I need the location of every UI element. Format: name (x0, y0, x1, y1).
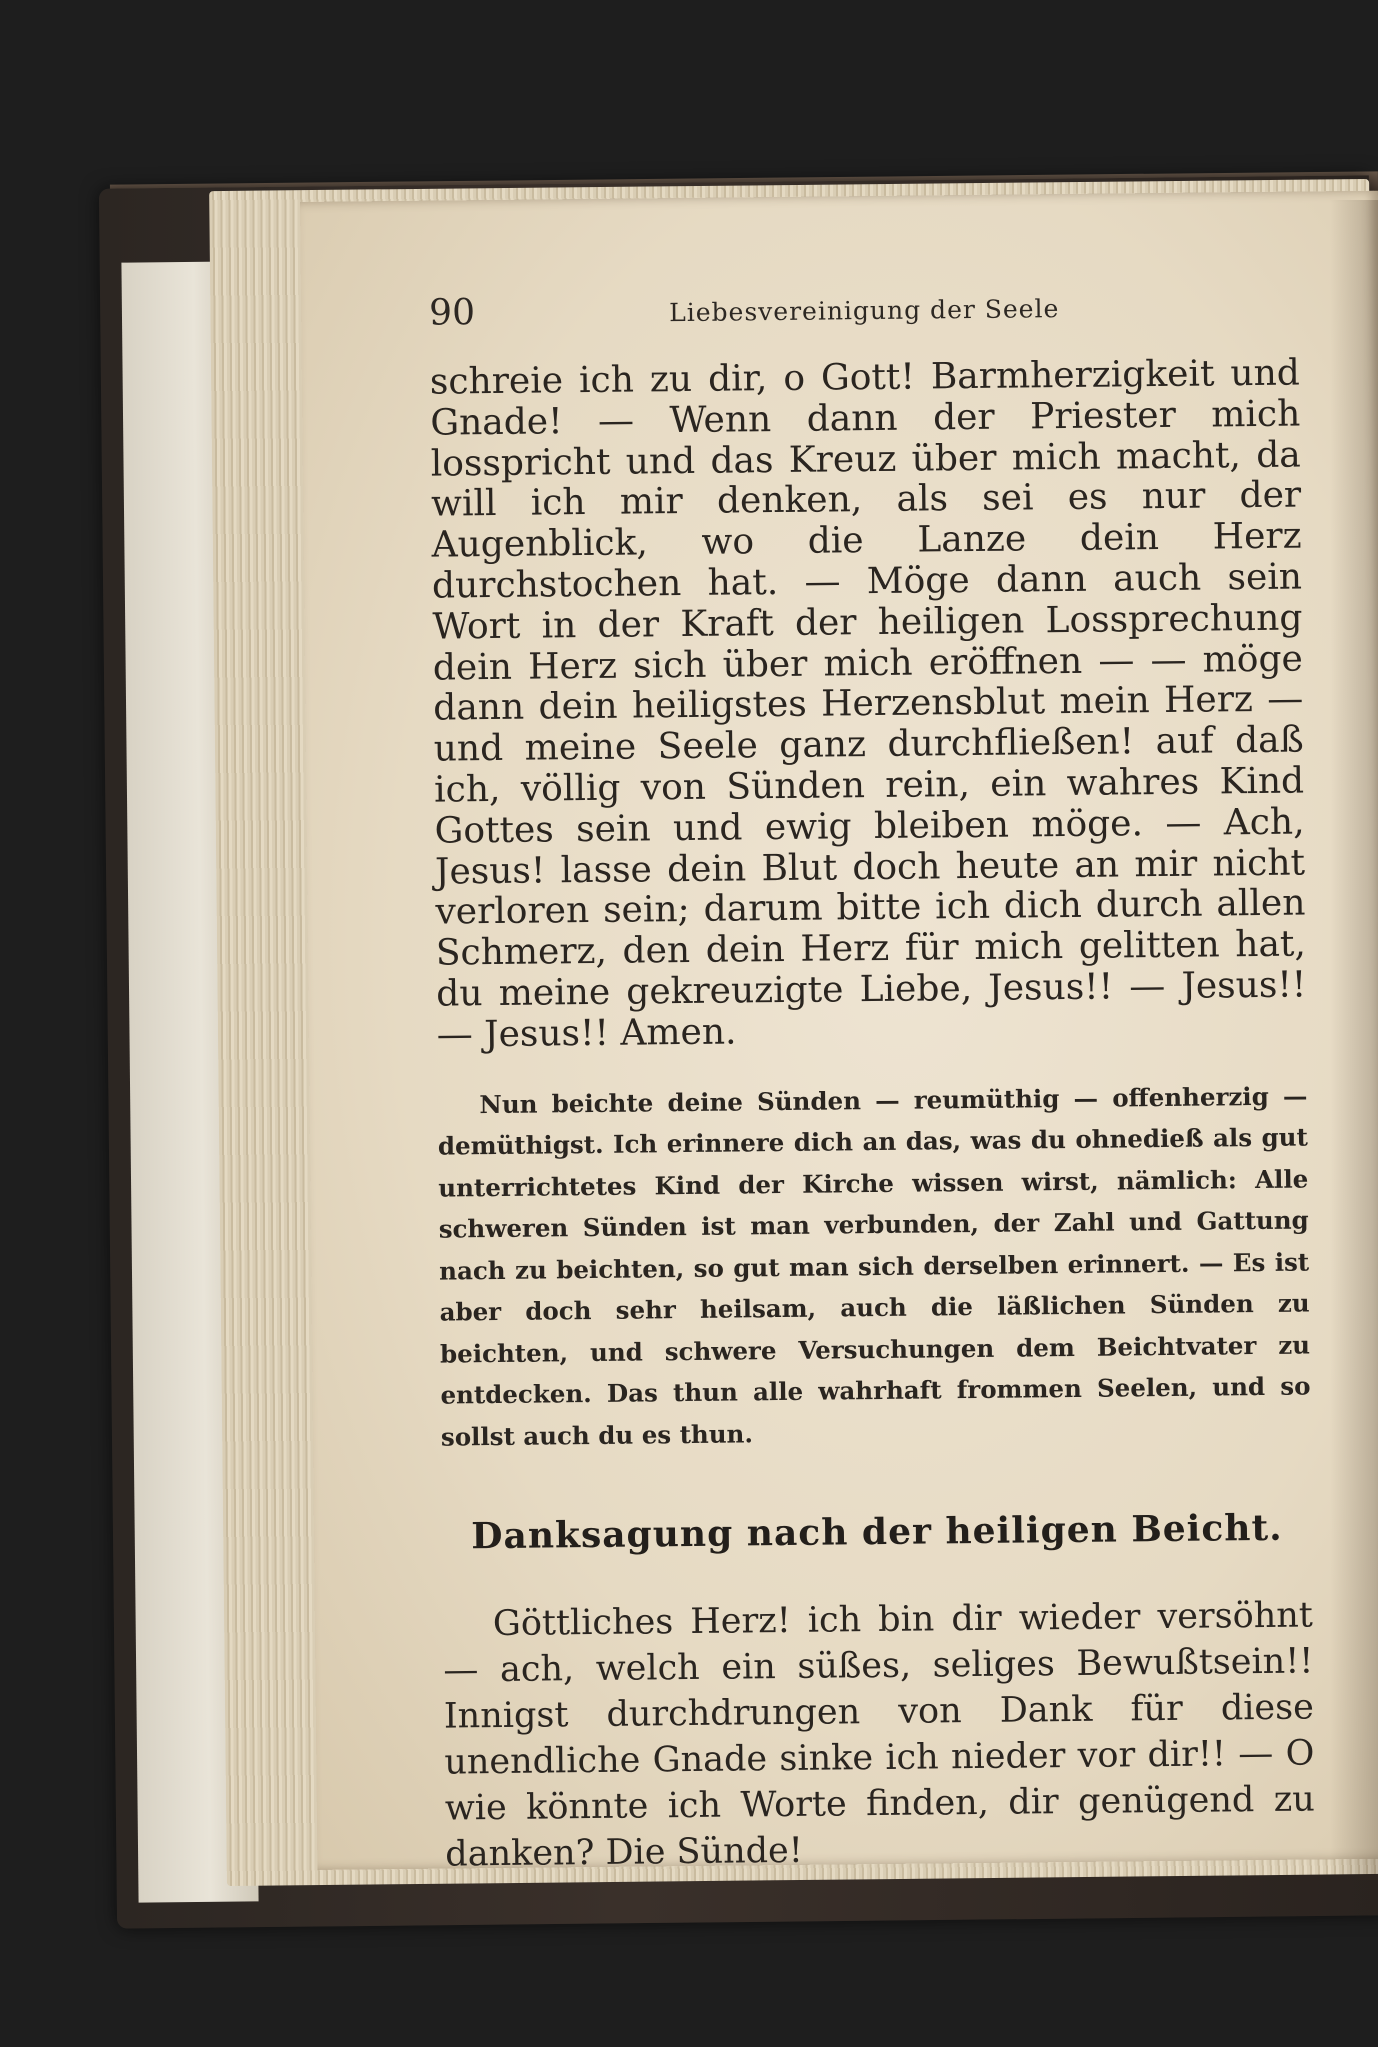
page-gutter-shadow (1330, 200, 1378, 1880)
confession-instructions (437, 1075, 1311, 1458)
running-head: Liebesvereinigung der Seele (669, 294, 1060, 328)
thanksgiving-text (443, 1593, 1316, 1878)
thanksgiving-paragraph: Göttliches Herz! ich bin dir wieder versöhnt — ach, welch ein süßes, seliges Bewußtsein!! Innigst durchdrungen von Dank für diese unendliche Gnade sinke ich nieder vor dir!! — O wie könnte ich Worte finden, dir genügend zu danken? Die Sünde! (443, 1595, 1315, 1875)
prayer-text (430, 354, 1307, 1057)
instruction-paragraph: Nun beichte deine Sünden — reumüthig — offenherzig — demüthigst. Ich erinnere dich an das, was du ohnedieß als gut unterrichtetes Kind der Kirche wissen wirst, nämlich: Alle schweren Sünden ist man verbunden, der Zahl und Gattung nach zu beichten, so gut man sich derselben erinnert. — Es ist aber doch sehr heilsam, auch die läßlichen Sünden zu beichten, und schwere Versuchungen dem Beichtvater zu entdecken. Das thun alle wahrhaft frommen Seelen, und so sollst auch du es thun. (437, 1081, 1311, 1452)
section-title: Danksagung nach der heiligen Beicht. (471, 1506, 1283, 1558)
page-content (429, 284, 1316, 1878)
prayer-paragraph: schreie ich zu dir, o Gott! Barmherzigkeit und Gnade! — Wenn dann der Priester mich losspricht und das Kreuz über mich macht, da will ich mir denken, als sei es nur der Augenblick, wo die Lanze dein Herz durchstochen hat. — Möge dann auch sein Wort in der Kraft der heiligen Lossprechung dein Herz sich über mich eröffnen — — möge dann dein heiligstes Herzensblut mein Herz — und meine Seele ganz durchfließen! auf daß ich, völlig von Sünden rein, ein wahres Kind Gottes sein und ewig bleiben möge. — Ach, Jesus! lasse dein Blut doch heute an mir nicht verloren sein; darum bitte ich dich durch allen Schmerz, den dein Herz für mich gelitten hat, du meine gekreuzigte Liebe, Jesus!! — Jesus!! — Jesus!! Amen. (429, 352, 1307, 1056)
page-number: 90 (428, 292, 476, 334)
page-header (429, 284, 1300, 363)
book-page (300, 191, 1378, 1875)
